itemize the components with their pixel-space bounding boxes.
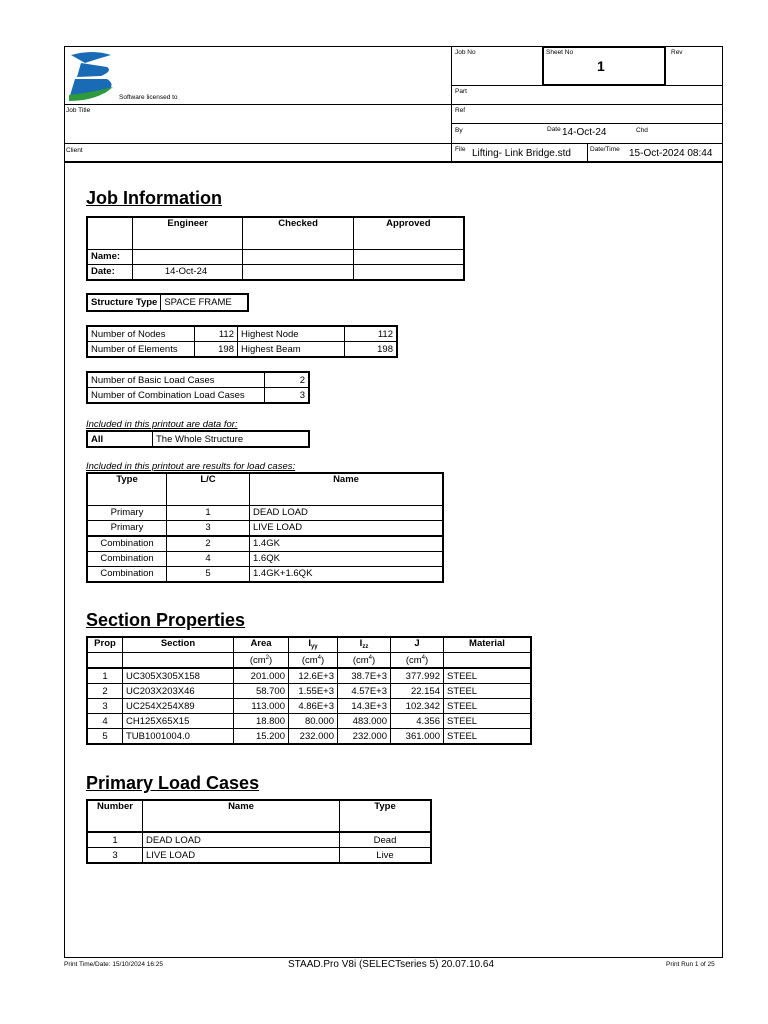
table-row [87, 699, 531, 714]
combo-load-value: 3 [265, 388, 310, 404]
col-izz [338, 637, 391, 653]
table-row [87, 729, 531, 745]
cell: 15.200 [234, 729, 289, 745]
cell: 4.57E+3 [338, 684, 391, 699]
part-label: Part [455, 88, 467, 95]
table-row [87, 848, 431, 864]
licensed-label: Software licensed to [119, 94, 178, 101]
area-unit: $(cm^2)$ [234, 653, 289, 669]
unit: cm [408, 654, 422, 666]
cell: LIVE LOAD [143, 848, 340, 864]
cell: 4.86E+3 [289, 699, 338, 714]
sheet-no-label: Sheet No [546, 49, 574, 56]
load-cases-table [86, 472, 444, 583]
sheet-no-value: 1 [597, 58, 605, 74]
unit-exp: 4 [368, 654, 372, 661]
cell: 201.000 [234, 668, 289, 684]
cell: 80.000 [289, 714, 338, 729]
nodes-value: 112 [195, 326, 238, 342]
table-row [87, 520, 443, 536]
col-approved: Approved [353, 217, 464, 249]
chd-label: Chd [636, 127, 648, 134]
cell: 4.356 [391, 714, 444, 729]
cell: 361.000 [391, 729, 444, 745]
izz-label: I [359, 638, 363, 649]
job-title-label: Job Title [66, 107, 91, 114]
included-scope: All [87, 431, 153, 447]
table-row [87, 832, 431, 848]
col-type: Type [340, 800, 432, 832]
cell: 58.700 [234, 684, 289, 699]
date-label: Date [547, 126, 561, 133]
cell: LIVE LOAD [250, 520, 444, 536]
section-props-title: Section Properties [86, 610, 246, 630]
cell: Combination [87, 536, 167, 552]
primary-loads-table [86, 799, 432, 864]
table-row [87, 714, 531, 729]
cell: 5 [167, 566, 250, 582]
cell: 2 [87, 684, 123, 699]
col-engineer: Engineer [132, 217, 243, 249]
highest-node-value: 112 [345, 326, 398, 342]
row-line [64, 143, 723, 144]
cell: STEEL [444, 729, 532, 745]
cell: 4 [87, 714, 123, 729]
date-value: 14-Oct-24 [562, 127, 607, 138]
col-material: Material [444, 637, 532, 653]
bentley-logo-icon [67, 49, 117, 101]
structure-type-value: SPACE FRAME [161, 294, 249, 311]
col-number: Number [87, 800, 143, 832]
cell: STEEL [444, 699, 532, 714]
cell: 1 [167, 505, 250, 520]
cell: 2 [167, 536, 250, 552]
elements-value: 198 [195, 342, 238, 358]
ref-label: Ref [455, 107, 466, 114]
job-info-title: Job Information [86, 188, 222, 208]
cell: UC203X203X46 [123, 684, 234, 699]
cell: 377.992 [391, 668, 444, 684]
software-version: STAAD.Pro V8i (SELECTseries 5) 20.07.10.64 [288, 959, 495, 970]
cell: DEAD LOAD [250, 505, 444, 520]
cell: 483.000 [338, 714, 391, 729]
cell: Dead [340, 832, 432, 848]
cell: 12.6E+3 [289, 668, 338, 684]
cell: 1 [87, 832, 143, 848]
basic-load-value: 2 [265, 372, 310, 388]
engineer-date: 14-Oct-24 [132, 264, 243, 280]
file-value: Lifting- Link Bridge.std [472, 148, 571, 159]
client-label: Client [66, 147, 83, 154]
included-desc: The Whole Structure [153, 431, 310, 447]
cell: 14.3E+3 [338, 699, 391, 714]
unit-exp: 4 [317, 654, 321, 661]
cell: Live [340, 848, 432, 864]
cell: Combination [87, 566, 167, 582]
cell: 22.154 [391, 684, 444, 699]
cell: 232.000 [289, 729, 338, 745]
iyy-unit: $(cm^4)$ [289, 653, 338, 669]
highest-node-label: Highest Node [238, 326, 345, 342]
col-lc: L/C [167, 473, 250, 505]
included-results-caption: Included in this printout are results for load cases: [86, 461, 296, 472]
cell: 1 [87, 668, 123, 684]
print-time: Print Time/Date: 15/10/2024 16:25 [64, 961, 164, 968]
datetime-label: Date/Time [590, 146, 620, 153]
col-name: Name [250, 473, 444, 505]
print-run: Print Run 1 of 25 [666, 961, 715, 968]
cell: 38.7E+3 [338, 668, 391, 684]
col-section: Section [123, 637, 234, 653]
date-row-label: Date: [87, 264, 132, 280]
unit: cm [355, 654, 369, 666]
col-area: Area [234, 637, 289, 653]
structure-type-label: Structure Type [87, 294, 161, 311]
j-unit: $(cm^4)$ [391, 653, 444, 669]
highest-beam-label: Highest Beam [238, 342, 345, 358]
datetime-value: 15-Oct-2024 08:44 [629, 148, 713, 159]
iyy-sub: yy [310, 644, 318, 650]
col-type: Type [87, 473, 167, 505]
highest-beam-value: 198 [345, 342, 398, 358]
cell: 4 [167, 551, 250, 566]
cell: 3 [87, 848, 143, 864]
counts-table [86, 325, 398, 358]
col-checked: Checked [243, 217, 353, 249]
datetime-divider [587, 143, 588, 163]
job-info-table [86, 216, 465, 281]
included-data-caption: Included in this printout are data for: [86, 419, 238, 430]
by-label: By [455, 127, 463, 134]
structure-type-table [86, 293, 249, 312]
cell: 18.800 [234, 714, 289, 729]
rev-label: Rev [671, 49, 683, 56]
unit-exp: 2 [265, 654, 269, 661]
elements-label: Number of Elements [87, 342, 195, 358]
table-row [87, 551, 443, 566]
izz-unit: $(cm^4)$ [338, 653, 391, 669]
cell: UC254X254X89 [123, 699, 234, 714]
cell: Combination [87, 551, 167, 566]
cell: 1.55E+3 [289, 684, 338, 699]
cell: 1.6QK [250, 551, 444, 566]
name-row-label: Name: [87, 249, 132, 264]
unit: cm [252, 654, 266, 666]
load-counts-table [86, 371, 310, 404]
cell: Primary [87, 520, 167, 536]
row-line [451, 123, 723, 124]
cell: STEEL [444, 684, 532, 699]
cell: 102.342 [391, 699, 444, 714]
col-name: Name [143, 800, 340, 832]
section-props-table [86, 636, 532, 745]
cell: 1.4GK+1.6QK [250, 566, 444, 582]
col-iyy [289, 637, 338, 653]
basic-load-label: Number of Basic Load Cases [87, 372, 265, 388]
unit: cm [304, 654, 318, 666]
primary-loads-title: Primary Load Cases [86, 773, 260, 793]
cell: 5 [87, 729, 123, 745]
cell: 232.000 [338, 729, 391, 745]
cell: CH125X65X15 [123, 714, 234, 729]
cell: STEEL [444, 668, 532, 684]
table-row [87, 505, 443, 520]
unit-exp: 4 [421, 654, 425, 661]
table-row [87, 684, 531, 699]
iyy-label: I [308, 638, 311, 649]
cell: Primary [87, 505, 167, 520]
table-row [87, 536, 443, 552]
nodes-label: Number of Nodes [87, 326, 195, 342]
table-row [87, 668, 531, 684]
cell: 3 [87, 699, 123, 714]
included-data-table [86, 430, 310, 448]
cell: 1.4GK [250, 536, 444, 552]
row-line [64, 104, 723, 105]
cell: TUB1001004.0 [123, 729, 234, 745]
col-j: J [391, 637, 444, 653]
cell: 113.000 [234, 699, 289, 714]
combo-load-label: Number of Combination Load Cases [87, 388, 265, 404]
job-no-label: Job No [455, 49, 476, 56]
table-row [87, 566, 443, 582]
col-prop: Prop [87, 637, 123, 653]
header-bottom-line [64, 161, 723, 163]
cell: UC305X305X158 [123, 668, 234, 684]
file-label: File [455, 146, 466, 153]
cell: 3 [167, 520, 250, 536]
cell: DEAD LOAD [143, 832, 340, 848]
izz-sub: zz [362, 644, 369, 650]
cell: STEEL [444, 714, 532, 729]
